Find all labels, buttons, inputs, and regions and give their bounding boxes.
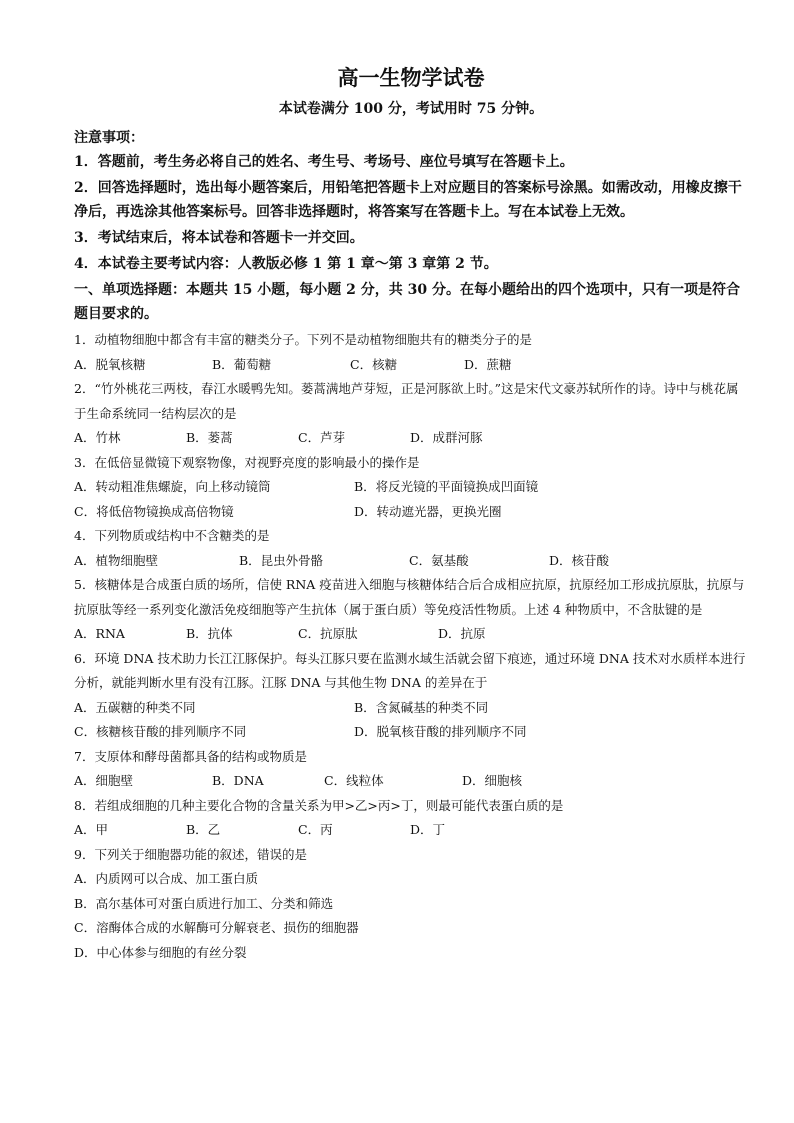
- option-a: A．五碳糖的种类不同: [74, 699, 196, 715]
- option-c: C．芦芽: [298, 430, 346, 445]
- options-row: [74, 353, 748, 378]
- question-stem: 6．环境 DNA 技术助力长江江豚保护。每头江豚只要在监测水域生活就会留下痕迹，通过环境 DNA 技术对水质样本进行分析，就能判断水里有没有江豚。江豚 DNA 与其他生物 DNA 的差异在于: [74, 650, 746, 690]
- option-c: C．溶酶体合成的水解酶可分解衰老、损伤的细胞器: [74, 920, 359, 935]
- option-a: A．内质网可以合成、加工蛋白质: [74, 871, 259, 886]
- option-a: A．植物细胞壁: [74, 552, 159, 568]
- notice-heading: 注意事项：: [74, 130, 144, 146]
- option-c: C．核糖: [350, 356, 398, 372]
- question-4: [74, 524, 748, 573]
- question-9: [74, 843, 748, 966]
- notice-item: 3．考试结束后，将本试卷和答题卡一并交回。: [74, 230, 364, 246]
- question-stem: 3．在低倍显微镜下观察物像，对视野亮度的影响最小的操作是: [74, 454, 420, 470]
- option-b: B．乙: [186, 822, 221, 837]
- options-row: [74, 549, 748, 574]
- question-6: [74, 647, 748, 745]
- option-b: B．抗体: [186, 626, 233, 641]
- option-a: A．甲: [74, 822, 109, 837]
- option-d: D．成群河豚: [410, 430, 483, 445]
- exam-title: 高一生物学试卷: [337, 66, 485, 90]
- option-d: D．核苷酸: [549, 552, 610, 568]
- question-3: [74, 451, 748, 525]
- option-c: C．线粒体: [324, 773, 384, 788]
- exam-subtitle: 本试卷满分 100 分，考试用时 75 分钟。: [278, 101, 544, 117]
- question-1: [74, 328, 748, 377]
- question-stem: 5．核糖体是合成蛋白质的场所，信使 RNA 疫苗进入细胞与核糖体结合后合成相应抗原，抗原经加工形成抗原肽，抗原与抗原肽等经一系列变化激活免疫细胞等产生抗体（属于蛋白质）等免疫活性物质。上述 4 种物质中，不含肽键的是: [74, 577, 745, 617]
- notice-item: 4．本试卷主要考试内容：人教版必修 1 第 1 章～第 3 章第 2 节。: [74, 256, 498, 272]
- options-row: [74, 769, 748, 794]
- option-c: C．氨基酸: [409, 552, 469, 568]
- option-b: B．含氮碱基的种类不同: [354, 699, 489, 715]
- question-5: [74, 573, 748, 647]
- options-grid: [74, 696, 748, 745]
- option-d: D．转动遮光器，更换光圈: [354, 503, 502, 519]
- option-d: D．中心体参与细胞的有丝分裂: [74, 944, 247, 960]
- options-row: [74, 426, 748, 451]
- option-d: D．抗原: [438, 626, 486, 641]
- option-d: D．细胞核: [462, 773, 523, 788]
- option-c: C．核糖核苷酸的排列顺序不同: [74, 724, 247, 739]
- option-b: B．将反光镜的平面镜换成凹面镜: [354, 479, 539, 494]
- option-d: D．脱氧核苷酸的排列顺序不同: [354, 724, 527, 739]
- options-row: [74, 818, 748, 843]
- option-a: A．细胞壁: [74, 773, 134, 788]
- question-stem: 8．若组成细胞的几种主要化合物的含量关系为甲>乙>丙>丁，则最可能代表蛋白质的是: [74, 797, 564, 813]
- option-b: B．昆虫外骨骼: [239, 552, 324, 568]
- options-row: [74, 622, 748, 647]
- option-a: A．竹林: [74, 430, 121, 445]
- option-a: A．转动粗准焦螺旋，向上移动镜筒: [74, 479, 271, 494]
- question-stem: 2．“竹外桃花三两枝，春江水暖鸭先知。蒌蒿满地芦芽短，正是河豚欲上时。”这是宋代文豪苏轼所作的诗。诗中与桃花属于生命系统同一结构层次的是: [74, 381, 739, 421]
- notice-item: 2．回答选择题时，选出每小题答案后，用铅笔把答题卡上对应题目的答案标号涂黑。如需改动，用橡皮擦干净后，再选涂其他答案标号。回答非选择题时，将答案写在答题卡上。写在本试卷上无效。: [74, 180, 742, 220]
- question-stem: 1．动植物细胞中都含有丰富的糖类分子。下列不是动植物细胞共有的糖类分子的是: [74, 332, 532, 347]
- option-b: B．DNA: [212, 773, 264, 788]
- option-c: C．将低倍物镜换成高倍物镜: [74, 503, 234, 519]
- question-2: [74, 377, 748, 451]
- options-list: [74, 867, 748, 965]
- question-stem: 7．支原体和酵母菌都具备的结构或物质是: [74, 748, 307, 764]
- options-grid: [74, 475, 748, 524]
- option-b: B．葡萄糖: [212, 356, 272, 372]
- option-b: B．蒌蒿: [186, 430, 233, 445]
- option-a: A．RNA: [74, 626, 125, 641]
- option-c: C．抗原肽: [298, 626, 358, 641]
- option-a: A．脱氧核糖: [74, 356, 146, 372]
- notice-block: [74, 126, 748, 276]
- notice-item: 1．答题前，考生务必将自己的姓名、考生号、考场号、座位号填写在答题卡上。: [74, 154, 574, 170]
- option-c: C．丙: [298, 822, 333, 837]
- option-b: B．高尔基体可对蛋白质进行加工、分类和筛选: [74, 895, 334, 911]
- option-d: D．丁: [410, 822, 446, 837]
- question-7: [74, 745, 748, 794]
- option-d: D．蔗糖: [464, 356, 512, 372]
- question-stem: 4．下列物质或结构中不含糖类的是: [74, 528, 270, 543]
- question-stem: 9．下列关于细胞器功能的叙述，错误的是: [74, 846, 307, 862]
- section-heading: 一、单项选择题：本题共 15 小题，每小题 2 分，共 30 分。在每小题给出的四个选项中，只有一项是符合题目要求的。: [74, 282, 740, 322]
- question-8: [74, 794, 748, 843]
